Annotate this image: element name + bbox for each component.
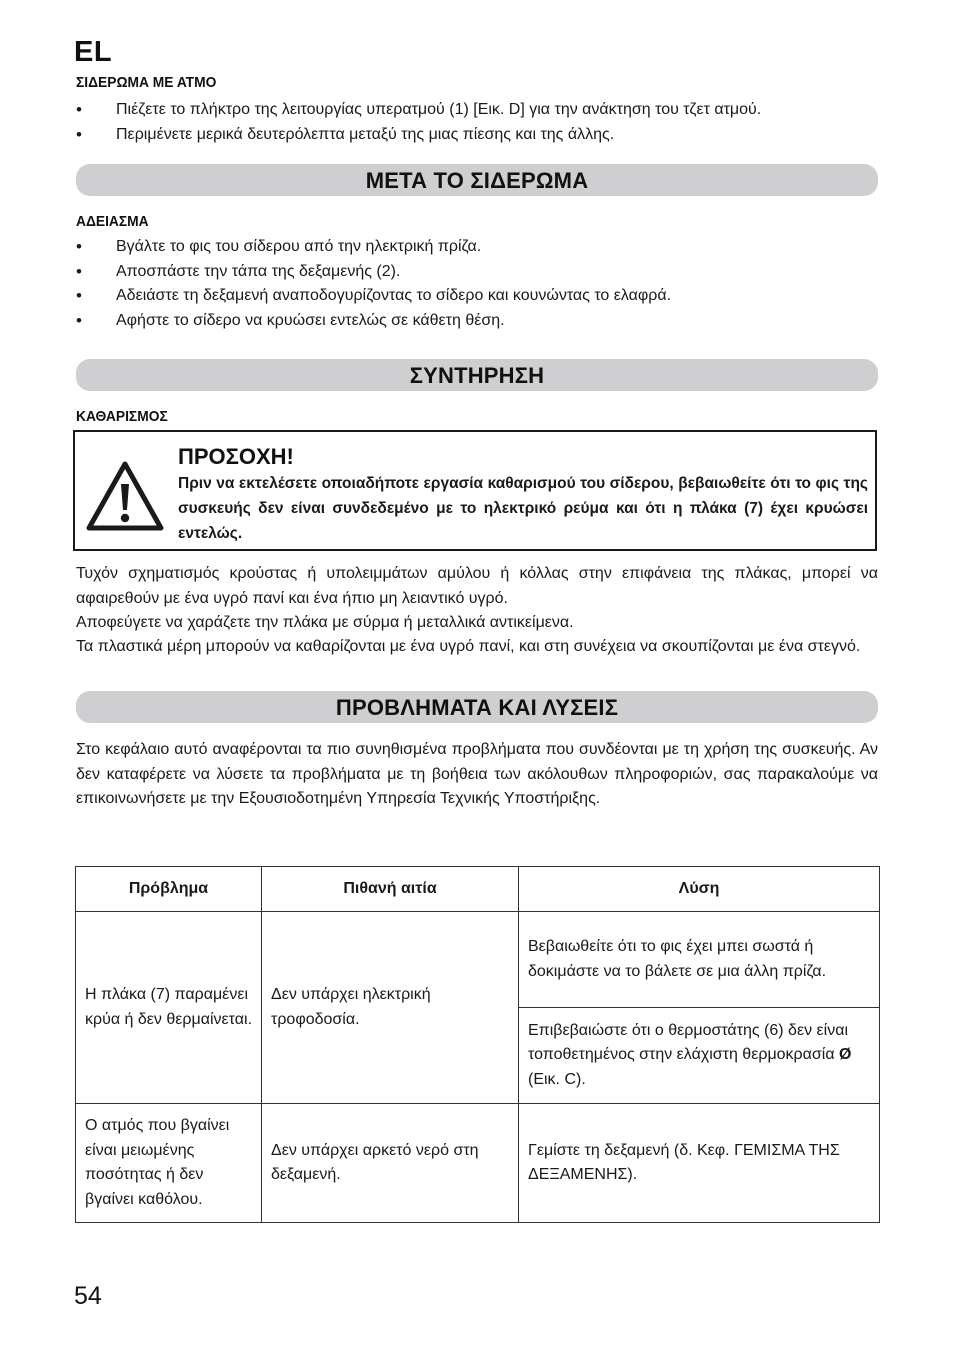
troubleshooting-table xyxy=(75,866,880,1223)
section-band-after-ironing: ΜΕΤΑ ΤΟ ΣΙΔΕΡΩΜΑ xyxy=(76,164,878,196)
emptying-bullet-list xyxy=(76,235,878,333)
steam-ironing-heading: ΣΙΔΕΡΩΜΑ ΜΕ ΑΤΜΟ xyxy=(76,74,217,91)
solution-cell: Γεμίστε τη δεξαμενή (δ. Κεφ. ΓΕΜΙΣΜΑ ΤΗΣ ΔΕΞΑΜΕΝΗΣ). xyxy=(519,1104,880,1223)
problem-cell: Ο ατμός που βγαίνει είναι μειωμένης ποσότητας ή δεν βγαίνει καθόλου. xyxy=(76,1104,262,1223)
cause-cell: Δεν υπάρχει ηλεκτρική τροφοδοσία. xyxy=(262,912,519,1104)
solution-cell xyxy=(519,1008,880,1104)
cleaning-paragraph: Τα πλαστικά μέρη μπορούν να καθαρίζονται με ένα υγρό πανί, και στη συνέχεια να σκουπίζονται με ένα στεγνό. xyxy=(76,638,861,655)
section-band-troubleshooting: ΠΡΟΒΛΗΜΑΤΑ ΚΑΙ ΛΥΣΕΙΣ xyxy=(76,691,878,723)
column-header-problem: Πρόβλημα xyxy=(76,867,262,912)
problem-cell: Η πλάκα (7) παραμένει κρύα ή δεν θερμαίνεται. xyxy=(76,912,262,1104)
troubleshooting-intro: Στο κεφάλαιο αυτό αναφέρονται τα πιο συνηθισμένα προβλήματα που συνδέονται με τη χρήση της συσκευής. Αν δεν καταφέρετε να λύσετε τα προβλήματα με τη βοήθεια των ακόλουθων πληροφοριών, σας παρακαλούμε να επικοινωνήσετε με την Εξουσιοδοτημένη Υπηρεσία Τεχνικής Υποστήριξης. xyxy=(76,741,878,807)
solution-text: Επιβεβαιώστε ότι ο θερμοστάτης (6) δεν είναι τοποθετημένος στην ελάχιστη θερμοκρασία xyxy=(528,1021,849,1064)
minimum-temperature-symbol: Ø xyxy=(839,1046,852,1064)
table-row xyxy=(76,1104,880,1223)
steam-bullet-list xyxy=(76,98,878,147)
cleaning-heading: ΚΑΘΑΡΙΣΜΟΣ xyxy=(76,408,168,425)
cause-cell: Δεν υπάρχει αρκετό νερό στη δεξαμενή. xyxy=(262,1104,519,1223)
list-item: • Αφήστε το σίδερο να κρυώσει εντελώς σε κάθετη θέση. xyxy=(76,309,878,334)
list-item: • Πιέζετε το πλήκτρο της λειτουργίας υπερατμού (1) [Εικ. D] για την ανάκτηση του τζετ ατμού. xyxy=(76,98,878,123)
emptying-heading: ΑΔΕΙΑΣΜΑ xyxy=(76,213,149,230)
solution-cell: Βεβαιωθείτε ότι το φις έχει μπει σωστά ή δοκιμάστε να το βάλετε σε μια άλλη πρίζα. xyxy=(519,912,880,1008)
list-item: • Περιμένετε μερικά δευτερόλεπτα μεταξύ της μιας πίεσης και της άλλης. xyxy=(76,123,878,148)
column-header-cause: Πιθανή αιτία xyxy=(262,867,519,912)
list-item: • Αδειάστε τη δεξαμενή αναποδογυρίζοντας το σίδερο και κουνώντας το ελαφρά. xyxy=(76,284,878,309)
warning-text: Πριν να εκτελέσετε οποιαδήποτε εργασία καθαρισμού του σίδερου, βεβαιωθείτε ότι το φις της συσκευής δεν είναι συνδεδεμένο με το ηλεκτρικό ρεύμα και ότι η πλάκα (7) έχει κρυώσει εντελώς. xyxy=(178,475,868,542)
list-item: • Βγάλτε το φις του σίδερου από την ηλεκτρική πρίζα. xyxy=(76,235,878,260)
section-band-maintenance: ΣΥΝΤΗΡΗΣΗ xyxy=(76,359,878,391)
warning-box xyxy=(73,430,877,551)
table-row xyxy=(76,912,880,1008)
table-header-row xyxy=(76,867,880,912)
cleaning-paragraph: Τυχόν σχηματισμός κρούστας ή υπολειμμάτων αμύλου ή κόλλας στην επιφάνεια της πλάκας, μπορεί να αφαιρεθούν με ένα υγρό πανί και ένα ήπιο μη λειαντικό υγρό. xyxy=(76,565,878,607)
solution-text: (Εικ. C). xyxy=(528,1070,586,1088)
list-item: • Αποσπάστε την τάπα της δεξαμενής (2). xyxy=(76,260,878,285)
cleaning-paragraph: Αποφεύγετε να χαράζετε την πλάκα με σύρμα ή μεταλλικά αντικείμενα. xyxy=(76,614,574,631)
page-number: 54 xyxy=(74,1282,102,1310)
column-header-solution: Λύση xyxy=(519,867,880,912)
language-code: EL xyxy=(74,36,113,68)
warning-title: ΠΡΟΣΟΧΗ! xyxy=(178,444,294,469)
warning-triangle-icon xyxy=(85,460,165,532)
